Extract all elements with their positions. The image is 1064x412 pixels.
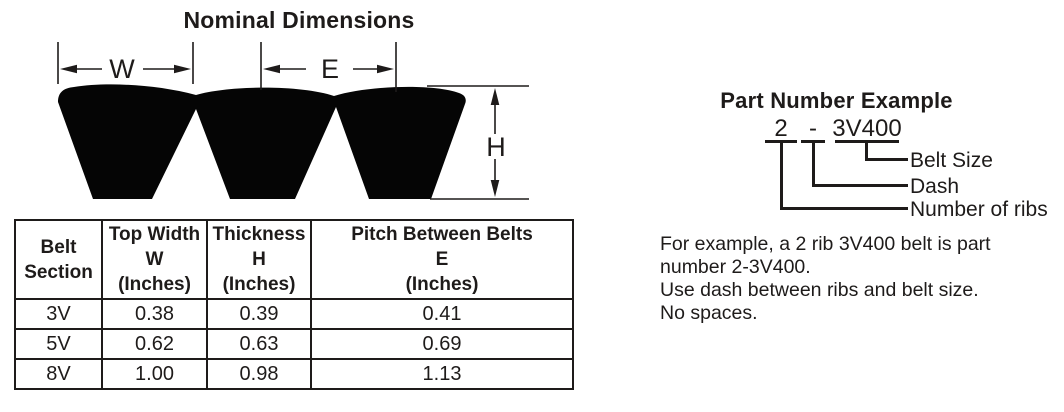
cell-belt-section: 5V [15,329,102,359]
header-line: H [252,249,266,270]
header-line: (Inches) [405,274,479,295]
header-pitch-between-belts [311,220,573,299]
note-line: Use dash between ribs and belt size. [660,279,979,301]
header-line: Pitch Between Belts [351,224,533,245]
e-arrowhead-right-icon [377,65,394,74]
cell-belt-section: 3V [15,299,102,329]
cell-thickness: 0.39 [207,299,311,329]
header-line: Thickness [212,224,306,245]
h-arrowhead-down-icon [491,180,500,197]
ribs-callout-line [782,141,909,209]
note-line: No spaces. [660,302,758,324]
belt-size-label: Belt Size [910,149,993,172]
e-dimension-label: E [320,54,340,84]
header-top-width [102,220,207,299]
part-number-note [660,233,1060,325]
belt-size-callout-line [867,141,909,160]
belt-silhouette [58,84,466,199]
table-header-row [15,220,573,299]
header-thickness [207,220,311,299]
dash-label: Dash [910,175,960,198]
cell-top-width: 0.38 [102,299,207,329]
note-line: number 2-3V400. [660,256,811,278]
w-arrowhead-left-icon [60,65,77,74]
header-line: Section [24,261,93,283]
header-line: E [435,249,449,270]
cell-pitch: 1.13 [311,359,573,389]
w-arrowhead-right-icon [174,65,191,74]
nominal-dimensions-title: Nominal Dimensions [183,7,415,33]
table-row-5v [15,329,573,359]
table-row-3v [15,299,573,329]
cell-top-width: 0.62 [102,329,207,359]
belt-size-value: 3V400 [832,115,902,142]
dash-callout-line [814,141,909,186]
header-line: W [145,249,164,270]
cell-pitch: 0.69 [311,329,573,359]
header-line: Belt [40,236,77,258]
dash-value: - [809,115,817,142]
e-dimension [261,42,396,92]
header-belt-section [15,220,102,299]
part-number-example-title: Part Number Example [720,88,953,113]
cell-thickness: 0.98 [207,359,311,389]
h-arrowhead-up-icon [491,88,500,105]
w-dimension-label: W [109,54,135,84]
cell-top-width: 1.00 [102,359,207,389]
cell-pitch: 0.41 [311,299,573,329]
ribs-value: 2 [774,115,788,142]
w-dimension [58,42,193,84]
header-line: (Inches) [118,274,191,295]
header-line: Top Width [108,224,201,245]
number-of-ribs-label: Number of ribs [910,198,1048,221]
h-dimension-label: H [486,132,506,162]
belt-cross-section-diagram [0,0,545,215]
note-line: For example, a 2 rib 3V400 belt is part [660,233,991,255]
e-arrowhead-left-icon [263,65,280,74]
header-line: (Inches) [222,274,296,295]
belt-dimensions-table [14,219,574,390]
table-row-8v [15,359,573,389]
cell-belt-section: 8V [15,359,102,389]
part-number-diagram [660,112,1064,232]
cell-thickness: 0.63 [207,329,311,359]
